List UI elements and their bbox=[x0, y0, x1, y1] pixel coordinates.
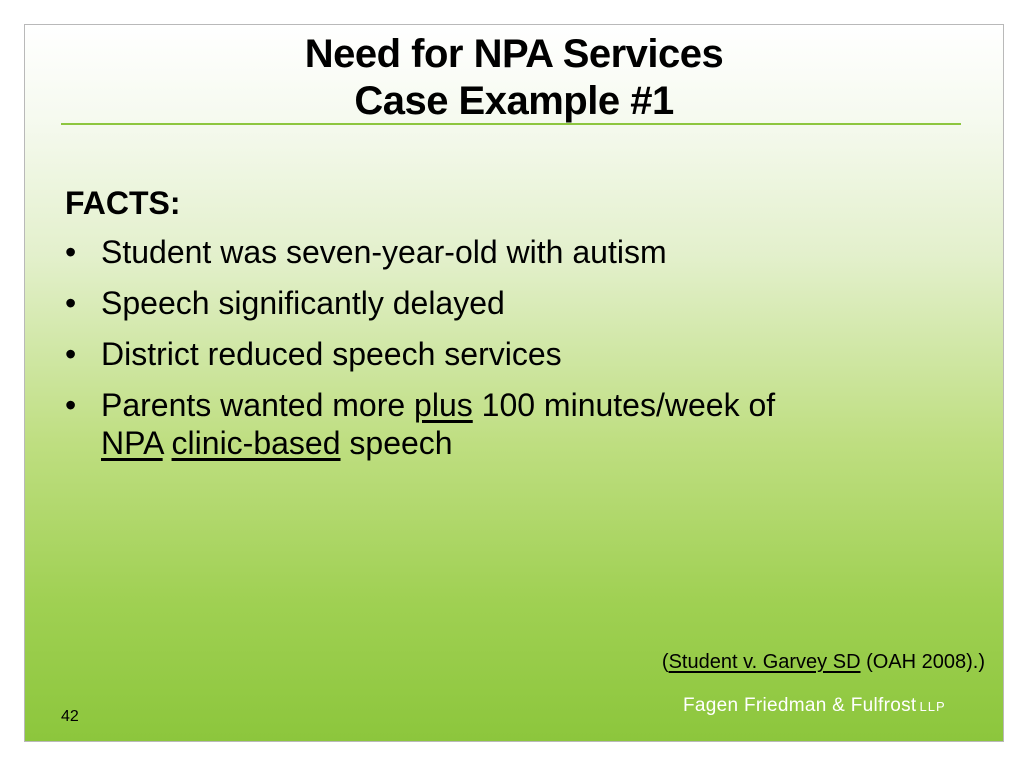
facts-list bbox=[65, 233, 965, 475]
bullet-text-part: Parents wanted more bbox=[101, 387, 415, 423]
bullet-text-space bbox=[163, 425, 172, 461]
slide-title bbox=[25, 31, 1003, 125]
bullet-text-part: speech bbox=[340, 425, 453, 461]
underlined-npa: NPA bbox=[101, 425, 163, 461]
page-number: 42 bbox=[61, 708, 79, 725]
bullet-text bbox=[101, 387, 775, 461]
firm-logo bbox=[683, 695, 946, 717]
case-name: Student v. Garvey SD bbox=[668, 651, 861, 673]
case-citation bbox=[662, 651, 985, 674]
title-line-2: Case Example #1 bbox=[354, 79, 674, 123]
title-divider bbox=[61, 123, 961, 125]
bullet-text: District reduced speech services bbox=[101, 336, 562, 372]
citation-rest: (OAH 2008).) bbox=[860, 651, 985, 673]
title-line-1: Need for NPA Services bbox=[304, 32, 724, 76]
list-item bbox=[65, 284, 965, 322]
list-item bbox=[65, 386, 965, 462]
bullet-symbol: • bbox=[65, 336, 77, 372]
slide bbox=[24, 24, 1004, 742]
citation-open: ( bbox=[661, 651, 669, 673]
bullet-symbol: • bbox=[65, 387, 77, 423]
bullet-symbol: • bbox=[65, 234, 77, 270]
bullet-text-part: 100 minutes/week of bbox=[472, 387, 776, 423]
firm-name: Fagen Friedman & Fulfrost bbox=[683, 695, 917, 716]
bullet-symbol: • bbox=[65, 285, 77, 321]
firm-suffix: LLP bbox=[919, 699, 946, 714]
underlined-clinic-based: clinic-based bbox=[171, 425, 341, 461]
bullet-text: Speech significantly delayed bbox=[101, 285, 505, 321]
underlined-plus: plus bbox=[414, 387, 473, 423]
bullet-text: Student was seven-year-old with autism bbox=[101, 234, 667, 270]
list-item bbox=[65, 233, 965, 271]
facts-heading: FACTS: bbox=[65, 185, 181, 221]
list-item bbox=[65, 335, 965, 373]
